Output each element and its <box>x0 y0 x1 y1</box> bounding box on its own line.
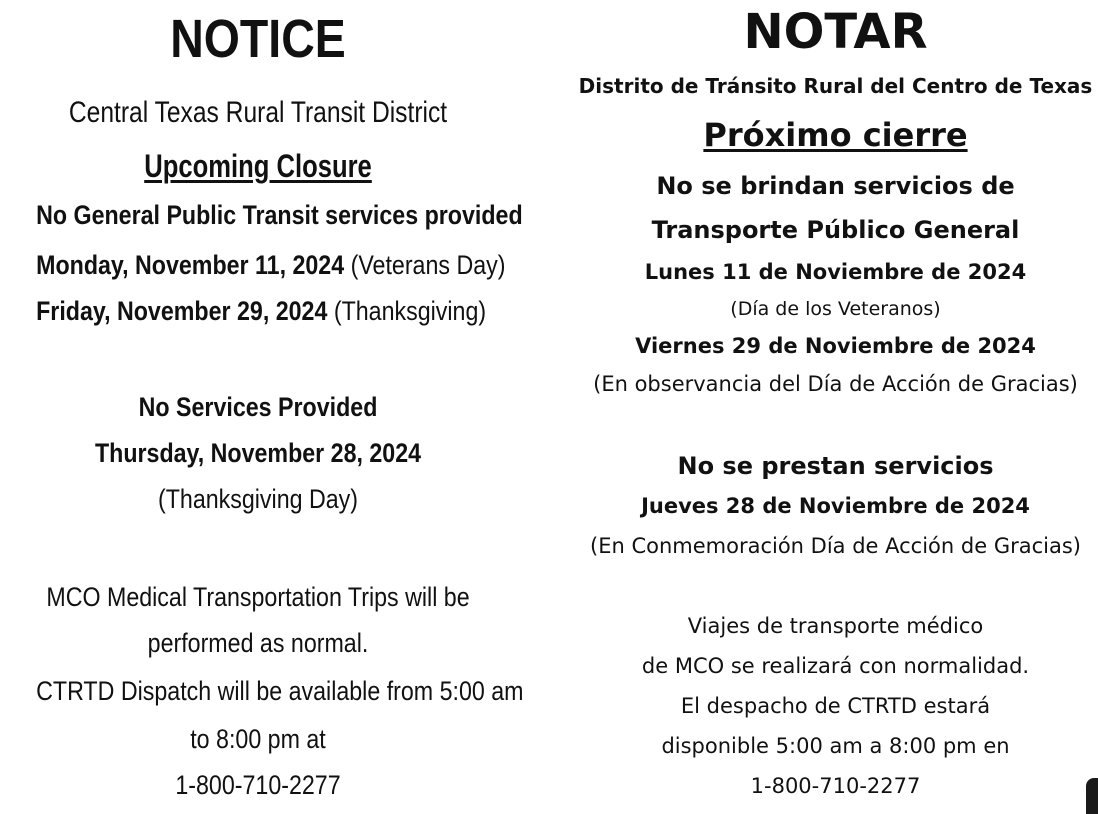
dispatch-text-line-2-es: disponible 5:00 am a 8:00 pm en <box>661 734 1010 758</box>
dispatch-text-line-2: to 8:00 pm at <box>190 724 326 754</box>
closure-date-1-note-es: (Día de los Veteranos) <box>730 298 941 320</box>
organization-name: Central Texas Rural Transit District <box>68 96 448 129</box>
no-general-service-text-es-1: No se brindan servicios de <box>656 172 1015 200</box>
no-services-heading-es: No se prestan servicios <box>677 452 994 480</box>
dispatch-text-line-1: CTRTD Dispatch will be available from 5:00 am <box>36 676 524 706</box>
closure-date-1-note: (Veterans Day) <box>344 250 506 280</box>
closure-heading-es: Próximo cierre <box>703 116 968 154</box>
closure-date-2-note-es: (En observancia del Día de Acción de Gracias) <box>593 372 1078 396</box>
phone-number-es: 1-800-710-2277 <box>750 774 921 798</box>
closure-heading: Upcoming Closure <box>144 148 372 184</box>
closure-date-1 <box>36 250 506 281</box>
organization-name-es: Distrito de Tránsito Rural del Centro de Texas <box>578 74 1093 98</box>
closure-date-2-value: Friday, November 29, 2024 <box>36 296 328 326</box>
no-general-service-text-es-2: Transporte Público General <box>651 216 1020 244</box>
dispatch-text-line-1-es: El despacho de CTRTD estará <box>680 694 991 718</box>
closure-date-2-es: Viernes 29 de Noviembre de 2024 <box>635 334 1036 358</box>
no-services-date: Thursday, November 28, 2024 <box>94 438 422 468</box>
no-services-date-es: Jueves 28 de Noviembre de 2024 <box>641 494 1030 518</box>
mco-text-line-1-es: Viajes de transporte médico <box>687 614 984 638</box>
no-services-heading: No Services Provided <box>138 392 378 422</box>
phone-number: 1-800-710-2277 <box>175 770 341 800</box>
no-services-note-es: (En Conmemoración Día de Acción de Gracias) <box>590 534 1081 558</box>
closure-date-2 <box>36 296 487 327</box>
notice-title: NOTICE <box>170 9 346 69</box>
mco-text-line-2: performed as normal. <box>147 628 369 658</box>
mco-text-line-2-es: de MCO se realizará con normalidad. <box>641 654 1030 678</box>
notar-title: NOTAR <box>743 4 928 60</box>
no-general-service-text: No General Public Transit services provided <box>36 200 523 230</box>
closure-date-1-es: Lunes 11 de Noviembre de 2024 <box>644 260 1027 284</box>
closure-date-2-note: (Thanksgiving) <box>327 296 487 326</box>
closure-date-1-value: Monday, November 11, 2024 <box>36 250 345 280</box>
corner-edge-mark <box>1086 778 1098 814</box>
no-services-note: (Thanksgiving Day) <box>157 484 359 514</box>
mco-text-line-1: MCO Medical Transportation Trips will be <box>46 582 470 612</box>
